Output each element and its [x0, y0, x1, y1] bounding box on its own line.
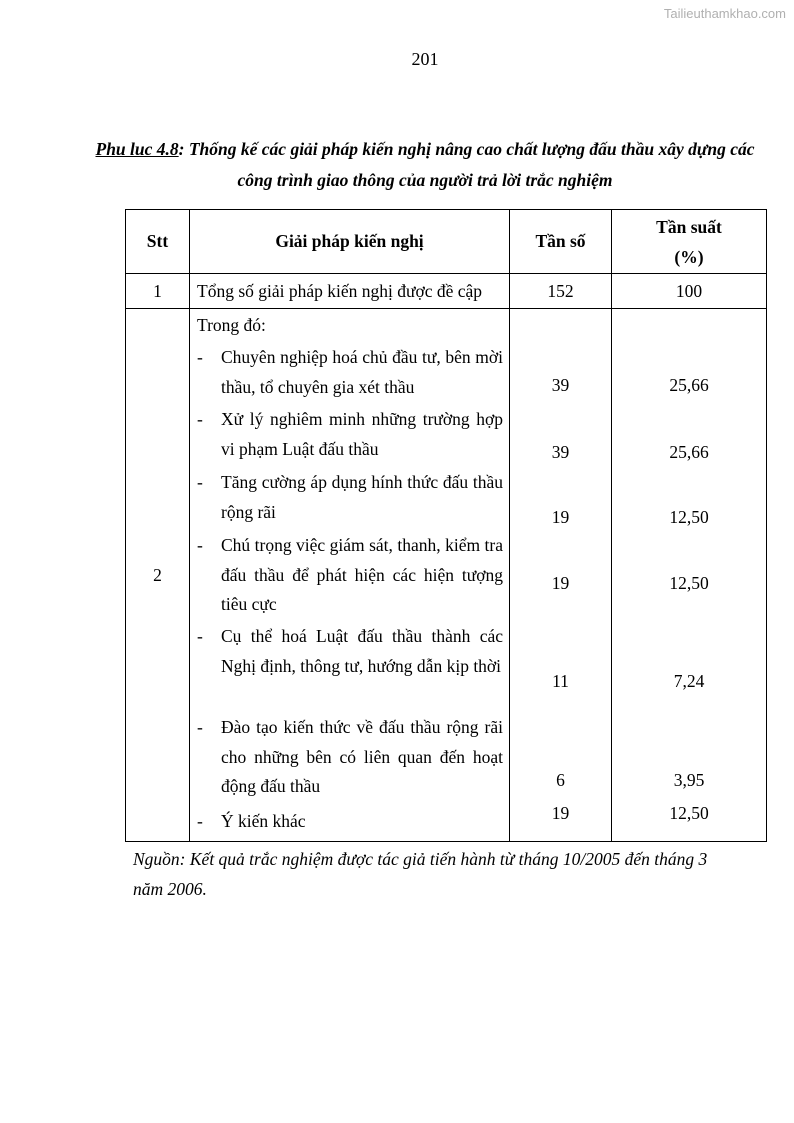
percentage-value: 12,50 [669, 507, 709, 527]
frequency-value: 19 [551, 573, 570, 593]
row1-stt: 1 [126, 274, 190, 309]
statistics-table [125, 209, 767, 842]
header-percentage [612, 210, 767, 274]
frequency-value: 19 [551, 507, 570, 527]
frequency-value: 39 [551, 442, 570, 462]
row2-stt: 2 [126, 309, 190, 842]
title-text: : Thống kế các giải pháp kiến nghị nâng cao chất lượng đấu thầu xây dựng các công trình giao thông của người trả lời trắc nghiệm [178, 139, 755, 190]
percentage-value: 12,50 [669, 573, 709, 593]
frequency-value: 6 [556, 770, 565, 790]
row2-solutions [190, 309, 510, 842]
table-title [95, 134, 755, 196]
header-solution: Giải pháp kiến nghị [190, 210, 510, 274]
row2-frequencies [510, 309, 612, 842]
row2-percentages [612, 309, 767, 842]
source-note: Nguồn: Kết quả trắc nghiệm được tác giả tiến hành từ tháng 10/2005 đến tháng 3 năm 2006. [133, 849, 708, 899]
percentage-value: 3,95 [673, 770, 705, 790]
header-frequency: Tần số [510, 210, 612, 274]
list-item: - Xử lý nghiêm minh những trường hợp vi phạm Luật đấu thầu [197, 409, 503, 459]
list-item: - Chuyên nghiệp hoá chủ đầu tư, bên mời thầu, tổ chuyên gia xét thầu [197, 347, 503, 397]
row1-percentage: 100 [612, 274, 767, 309]
page-number: 201 [411, 49, 439, 69]
header-percentage-line1: Tần suất [656, 216, 722, 237]
appendix-label: Phu luc 4.8 [95, 139, 179, 159]
row1-solution: Tổng số giải pháp kiến nghị được đề cập [190, 274, 510, 309]
row2-intro: Trong đó: [197, 315, 266, 335]
frequency-value: 39 [551, 375, 570, 395]
list-item: - Tăng cường áp dụng hính thức đấu thầu rộng rãi [197, 472, 503, 522]
header-row [126, 210, 767, 274]
frequency-value: 11 [552, 671, 569, 691]
frequency-value: 19 [551, 803, 570, 823]
row1-frequency: 152 [510, 274, 612, 309]
list-item: - Ý kiến khác [197, 811, 306, 831]
table-row [126, 274, 767, 309]
percentage-value: 25,66 [669, 442, 709, 462]
watermark: Tailieuthamkhao.com [663, 6, 786, 21]
percentage-value: 25,66 [669, 375, 709, 395]
percentage-value: 7,24 [673, 671, 705, 691]
list-item: - Cụ thể hoá Luật đấu thầu thành các Nghị định, thông tư, hướng dẫn kịp thời [197, 626, 503, 676]
table-row [126, 309, 767, 842]
list-item: - Chú trọng việc giám sát, thanh, kiểm tra đấu thầu để phát hiện các hiện tượng tiêu cực [197, 535, 503, 614]
header-percentage-line2: (%) [674, 246, 704, 267]
list-item: - Đào tạo kiến thức về đấu thầu rộng rãi cho những bên có liên quan đến hoạt động đấu thầu [197, 717, 503, 796]
percentage-value: 12,50 [669, 803, 709, 823]
header-stt: Stt [126, 210, 190, 274]
